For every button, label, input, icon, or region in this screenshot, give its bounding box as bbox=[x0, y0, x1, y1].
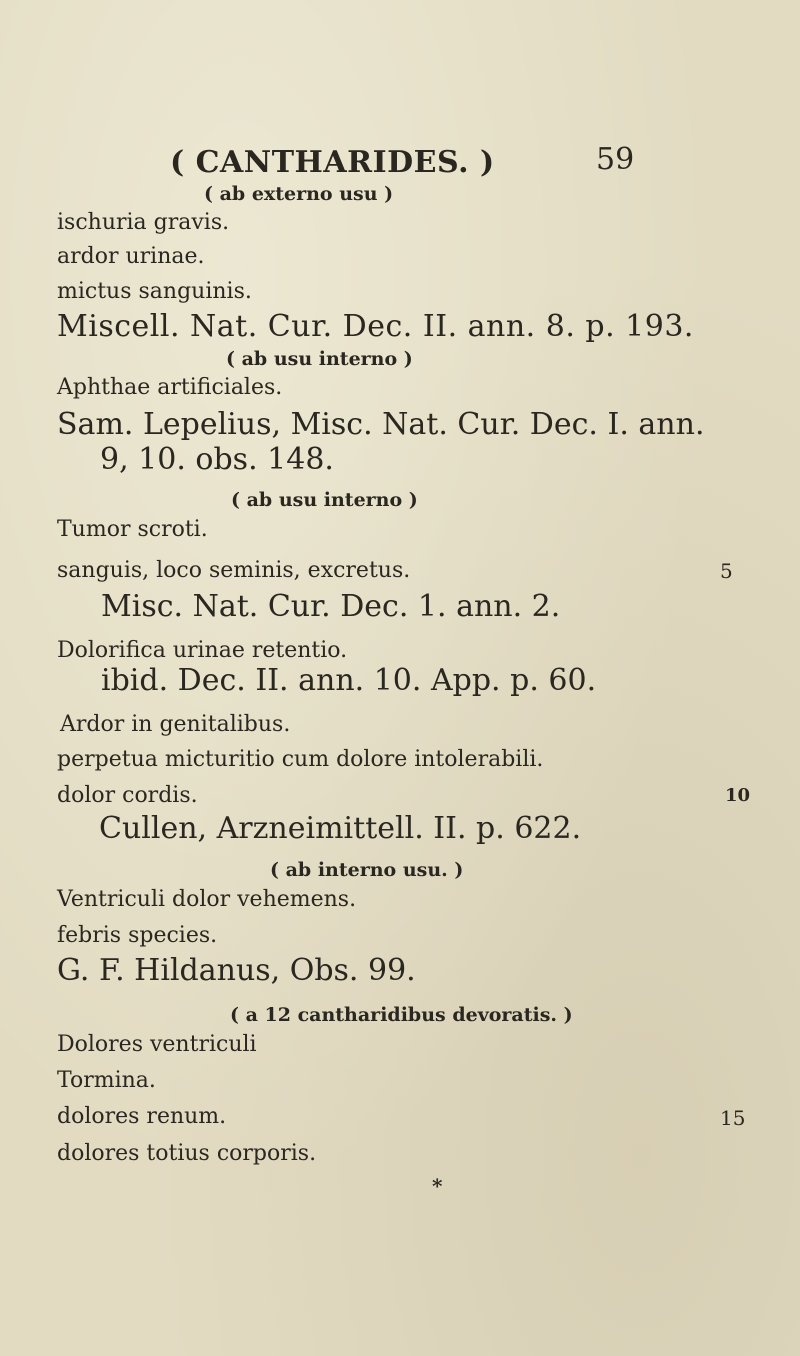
section-subheading: ( ab usu interno ) bbox=[231, 489, 418, 511]
symptom-line: Ventriculi dolor vehemens. bbox=[57, 887, 357, 912]
symptom-line: dolores totius corporis. bbox=[57, 1141, 317, 1166]
margin-line-number: 10 bbox=[725, 785, 751, 806]
citation-line: Misc. Nat. Cur. Dec. 1. ann. 2. bbox=[101, 589, 561, 624]
citation-line: ibid. Dec. II. ann. 10. App. p. 60. bbox=[101, 663, 597, 698]
margin-line-number: 5 bbox=[720, 559, 733, 583]
symptom-line: mictus sanguinis. bbox=[57, 279, 252, 304]
symptom-line: dolores renum. bbox=[57, 1104, 227, 1129]
symptom-line: Tumor scroti. bbox=[57, 517, 208, 542]
signature-mark: * bbox=[432, 1174, 443, 1198]
section-subheading: ( ab usu interno ) bbox=[226, 348, 413, 370]
margin-line-number: 15 bbox=[720, 1106, 746, 1130]
symptom-line: Dolores ventriculi bbox=[57, 1032, 257, 1057]
section-subheading: ( ab interno usu. ) bbox=[270, 859, 464, 881]
citation-line: 9, 10. obs. 148. bbox=[100, 442, 334, 477]
section-subheading: ( ab externo usu ) bbox=[204, 183, 394, 205]
citation-line: G. F. Hildanus, Obs. 99. bbox=[57, 953, 416, 988]
symptom-line: sanguis, loco seminis, excretus. bbox=[57, 558, 411, 583]
section-subheading: ( a 12 cantharidibus devoratis. ) bbox=[230, 1004, 573, 1026]
symptom-line: febris species. bbox=[57, 923, 218, 948]
symptom-line: dolor cordis. bbox=[57, 783, 198, 808]
symptom-line: Ardor in genitalibus. bbox=[60, 712, 291, 737]
running-header-title: ( CANTHARIDES. ) bbox=[170, 145, 495, 180]
citation-line: Cullen, Arzneimittell. II. p. 622. bbox=[99, 811, 582, 846]
citation-line: Sam. Lepelius, Misc. Nat. Cur. Dec. I. ann. bbox=[57, 407, 705, 442]
symptom-line: ardor urinae. bbox=[57, 244, 205, 269]
symptom-line: perpetua micturitio cum dolore intolerabili. bbox=[57, 747, 544, 772]
symptom-line: ischuria gravis. bbox=[57, 210, 230, 235]
symptom-line: Aphthae artificiales. bbox=[57, 375, 283, 400]
page-number: 59 bbox=[596, 142, 635, 177]
symptom-line: Dolorifica urinae retentio. bbox=[57, 638, 348, 663]
citation-line: Miscell. Nat. Cur. Dec. II. ann. 8. p. 193. bbox=[57, 309, 694, 344]
symptom-line: Tormina. bbox=[57, 1068, 156, 1093]
